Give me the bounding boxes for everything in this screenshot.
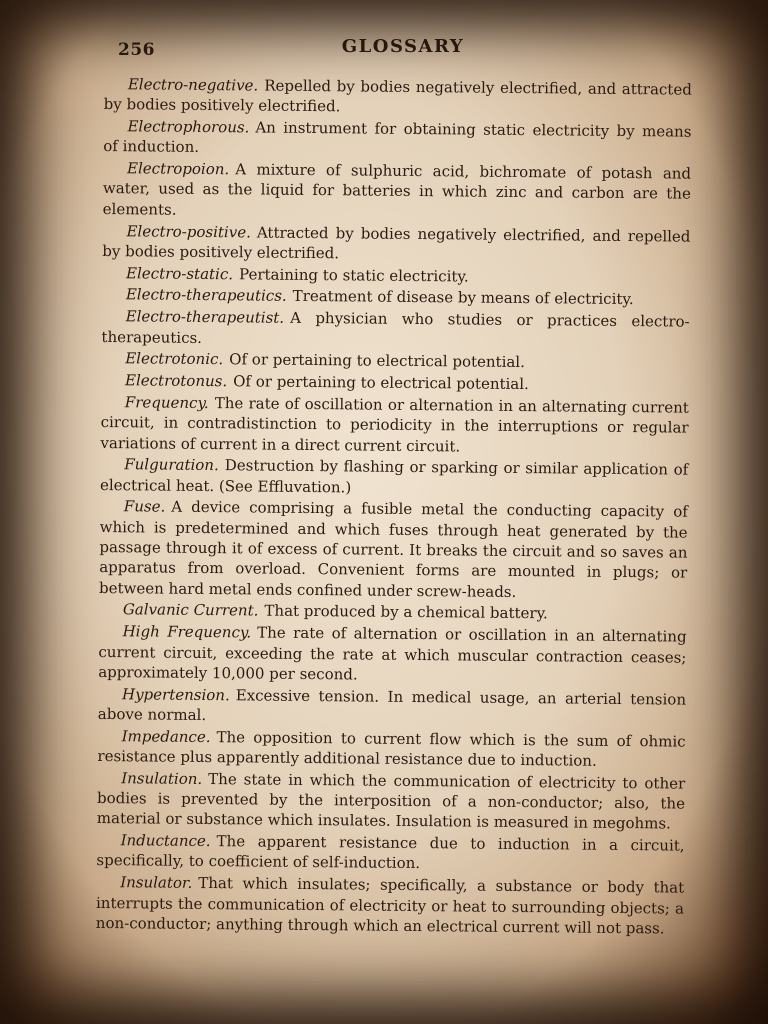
glossary-entries — [96, 74, 692, 940]
glossary-term: Electro-negative. — [127, 75, 259, 95]
glossary-entry — [103, 116, 691, 162]
glossary-definition: A physician who studies or practices electro-therapeutics. — [101, 309, 690, 347]
glossary-definition: A device comprising a fusible metal the conducting capacity of which is predetermined and which fuses through heat generated by the passage through it of excess of current. It breaks the circuit and so saves an apparatus from overload. Convenient forms are mounted in plugs; or between hard metal ends confined under screw-heads. — [98, 498, 688, 601]
glossary-definition: Repelled by bodies negatively electrified, and attracted by bodies positively electrified. — [103, 76, 692, 116]
glossary-term: High Frequency. — [122, 622, 252, 642]
glossary-term: Inductance. — [120, 831, 211, 851]
glossary-term: Electro-static. — [126, 263, 234, 283]
glossary-entry — [99, 496, 688, 603]
glossary-term: Electropoion. — [127, 159, 230, 179]
glossary-definition: That which insulates; specifically, a substance or body that interrupts the communication of electricity or heat to surrounding objects; a non-conductor; anything through which an electrical current will not pass. — [95, 874, 685, 938]
glossary-definition: Excessive tension. In medical usage, an arterial tension above normal. — [97, 685, 687, 724]
glossary-term: Electro-therapeutics. — [125, 285, 287, 306]
glossary-definition: An instrument for obtaining static electricity by means of induction. — [103, 118, 692, 157]
glossary-definition: The state in which the communication of electricity to other bodies is prevented by the interposition of a non-conductor; also, the material or substance which insulates. Insulation is measured in megohms. — [96, 769, 686, 833]
glossary-entry — [98, 684, 686, 730]
glossary-definition: Pertaining to static electricity. — [239, 264, 469, 286]
page-header — [118, 34, 688, 62]
glossary-definition: The rate of alternation or oscillation in an alternating current circuit, exceeding the rate at which muscular contraction ceases; approximately 10,000 per second. — [98, 623, 687, 684]
glossary-entry — [96, 872, 685, 939]
glossary-definition: The rate of oscillation or alternation in an alternating current circuit, in contradistinction to periodicity in the interruptions or regular variations of current in a direct current circuit. — [100, 394, 689, 455]
glossary-entry — [101, 306, 689, 352]
glossary-definition: Of or pertaining to electrical potential. — [229, 350, 526, 372]
glossary-term: Impedance. — [121, 726, 211, 746]
glossary-term: Insulation. — [121, 768, 203, 788]
glossary-term: Electrotonic. — [125, 349, 224, 369]
glossary-term: Frequency. — [124, 393, 209, 412]
page-number: 256 — [118, 40, 155, 60]
glossary-definition: Destruction by flashing or sparking or similar application of electrical heat. (See Effluvation.) — [99, 456, 689, 497]
glossary-entry — [104, 74, 692, 120]
glossary-term: Electro-positive. — [126, 221, 251, 241]
glossary-entry — [98, 621, 687, 688]
glossary-term: Insulator. — [120, 873, 193, 893]
glossary-term: Fuse. — [123, 497, 166, 517]
glossary-term: Electrotonus. — [124, 371, 228, 391]
glossary-definition: Of or pertaining to electrical potential. — [233, 372, 529, 394]
glossary-term: Electrophorous. — [127, 117, 250, 137]
glossary-definition: Attracted by bodies negatively electrified, and repelled by bodies positively electrified. — [102, 223, 691, 263]
glossary-entry — [96, 830, 684, 876]
glossary-definition: The apparent resistance due to induction in a circuit, specifically, to coefficient of self-induction. — [96, 832, 685, 873]
glossary-entry — [97, 726, 685, 772]
glossary-entry — [102, 221, 690, 267]
glossary-definition: Treatment of disease by means of electricity. — [292, 287, 634, 309]
glossary-definition: A mixture of sulphuric acid, bichromate of potash and water, used as the liquid for batteries in which zinc and carbon are the elements. — [102, 160, 692, 219]
glossary-entry — [100, 392, 689, 459]
glossary-entry — [97, 768, 686, 835]
running-head: GLOSSARY — [341, 36, 465, 57]
glossary-term: Hypertension. — [121, 684, 230, 704]
glossary-term: Fulguration. — [124, 455, 219, 475]
glossary-term: Galvanic Current. — [122, 600, 259, 620]
glossary-entry — [100, 454, 688, 500]
glossary-term: Electro-therapeutist. — [125, 307, 285, 328]
glossary-definition: The opposition to current flow which is the sum of ohmic resistance plus apparently additional resistance due to induction. — [97, 727, 686, 770]
glossary-definition: That produced by a chemical battery. — [264, 601, 548, 623]
glossary-entry — [103, 158, 692, 225]
